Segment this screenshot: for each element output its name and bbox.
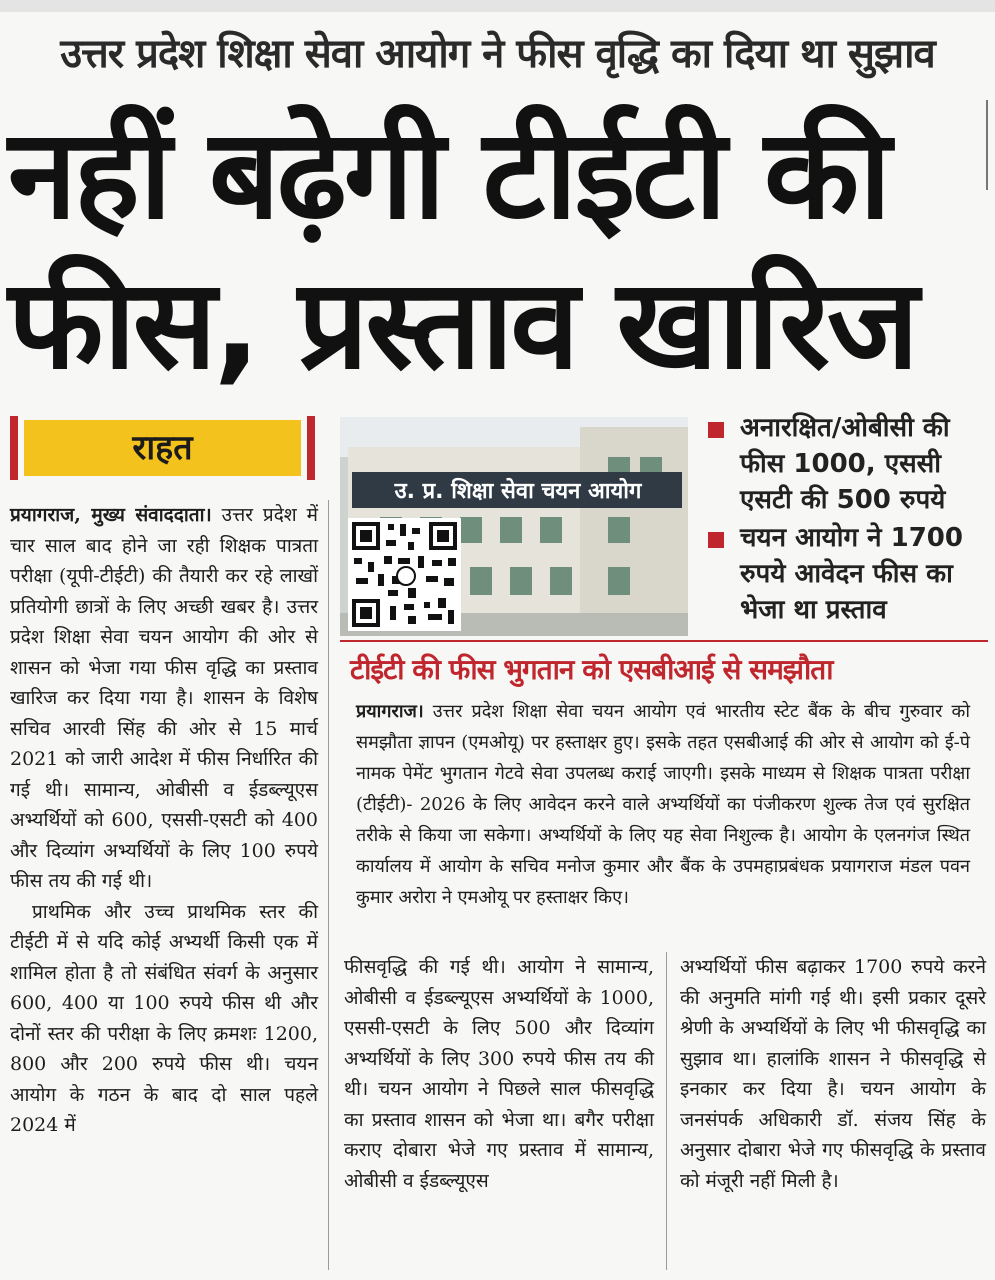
main-headline xyxy=(8,100,988,400)
highlight-item xyxy=(708,410,990,518)
sidebox-text: उत्तर प्रदेश शिक्षा सेवा चयन आयोग एवं भारतीय स्टेट बैंक के बीच गुरुवार को समझौता ज्ञापन (एमओयू) पर हस्ताक्षर हुए। इसके तहत एसबीआई की ओर से आयोग को ई-पे नामक पेमेंट भुगतान गेटवे सेवा उपलब्ध कराई जाएगी। इसके माध्यम से शिक्षक पात्रता परीक्षा (टीईटी)- 2026 के लिए आवेदन करने वाले अभ्यर्थियों का पंजीकरण शुल्क तेज एवं सुरक्षित तरीके से किया जा सकेगा। अभ्यर्थियों के लिए यह सेवा निशुल्क है। आयोग के एलनगंज स्थित कार्यालय में आयोग के सचिव मनोज कुमार और बैंक के उपमहाप्रबंधक प्रयागराज मंडल पवन कुमार अरोरा ने एमओयू पर हस्ताक्षर किए। xyxy=(356,701,970,908)
sidebox-dateline: प्रयागराज। xyxy=(356,701,424,722)
kicker-headline: उत्तर प्रदेश शिक्षा सेवा आयोग ने फीस वृद्धि का दिया था सुझाव xyxy=(60,31,935,77)
article-paragraph-1: उत्तर प्रदेश में चार साल बाद होने जा रही शिक्षक पात्रता परीक्षा (यूपी-टीईटी) की तैयारी कर रहे लाखों प्रतियोगी छात्रों के लिए अच्छी खबर है। उत्तर प्रदेश शिक्षा सेवा चयन आयोग की ओर से शासन को भेजा गया फीस वृद्धि का प्रस्ताव खारिज कर दिया गया है। शासन के विशेष सचिव आरवी सिंह की ओर से 15 मार्च 2021 को जारी आदेश में फीस निर्धारित की गई थी। सामान्य, ओबीसी व ईडब्ल्यूएस अभ्यर्थियों को 600, एससी-एसटी को 400 और दिव्यांग अभ्यर्थियों के लिए 100 रुपये फीस तय की गई थी। xyxy=(10,504,318,892)
relief-label: राहत xyxy=(24,420,301,476)
bullet-square-icon xyxy=(708,422,724,438)
relief-label-box xyxy=(10,416,315,480)
article-dateline: प्रयागराज, मुख्य संवाददाता। xyxy=(10,504,212,526)
relief-bar-left xyxy=(10,416,18,480)
highlight-text: अनारक्षित/ओबीसी की फीस 1000, एससी एसटी की 500 रुपये xyxy=(740,413,950,515)
qr-code-icon xyxy=(348,518,461,631)
qr-code[interactable] xyxy=(348,518,461,631)
sidebox-title: टीईटी की फीस भुगतान को एसबीआई से समझौता xyxy=(350,653,833,686)
article-paragraph-2: प्राथमिक और उच्च प्राथमिक स्तर की टीईटी में से यदि कोई अभ्यर्थी किसी एक में शामिल होता है तो संबंधित संवर्ग के अनुसार 600, 400 या 100 रुपये फीस थी और दोनों स्तर की परीक्षा के लिए क्रमशः 1200, 800 और 200 रुपये फीस थी। चयन आयोग के गठन के बाद दो साल पहले 2024 में xyxy=(10,900,318,1136)
column-divider xyxy=(328,500,329,1270)
sidebox-body xyxy=(356,696,970,913)
highlight-text: चयन आयोग ने 1700 रुपये आवेदन फीस का भेजा था प्रस्ताव xyxy=(740,523,963,625)
sbi-sidebox xyxy=(340,640,988,942)
highlights-list xyxy=(708,410,990,630)
article-paragraph-4: अभ्यर्थियों फीस बढ़ाकर 1700 रुपये करने की अनुमति मांगी गई थी। इसी प्रकार दूसरे श्रेणी के अभ्यर्थियों के लिए भी फीसवृद्धि का सुझाव था। हालांकि शासन ने फीसवृद्धि से इनकार कर दिया है। चयन आयोग के जनसंपर्क अधिकारी डॉ. संजय सिंह के अनुसार दोबारा भेजे गए फीसवृद्धि के प्रस्ताव को मंजूरी नहीं मिली है। xyxy=(680,956,986,1192)
article-column-1 xyxy=(10,500,318,1141)
article-paragraph-3: फीसवृद्धि की गई थी। आयोग ने सामान्य, ओबीसी व ईडब्ल्यूएस अभ्यर्थियों के 1000, एससी-एसटी के लिए 500 और दिव्यांग अभ्यर्थियों के लिए 300 रुपये फीस तय की थी। चयन आयोग ने पिछले साल फीसवृद्धि का प्रस्ताव शासन को भेजा था। बगैर परीक्षा कराए दोबारा भेजे गए प्रस्ताव में सामान्य, ओबीसी व ईडब्ल्यूएस xyxy=(344,956,654,1192)
headline-line-2: फीस, प्रस्ताव खारिज xyxy=(8,253,916,397)
bullet-square-icon xyxy=(708,532,724,548)
top-edge xyxy=(0,0,995,12)
article-column-3 xyxy=(680,952,986,1196)
building-sign-text: उ. प्र. शिक्षा सेवा चयन आयोग xyxy=(394,479,642,504)
headline-line-1: नहीं बढ़ेगी टीईटी की xyxy=(8,103,889,247)
highlight-item xyxy=(708,520,990,628)
article-column-2 xyxy=(344,952,654,1196)
relief-bar-right xyxy=(307,416,315,480)
column-divider xyxy=(666,952,667,1270)
